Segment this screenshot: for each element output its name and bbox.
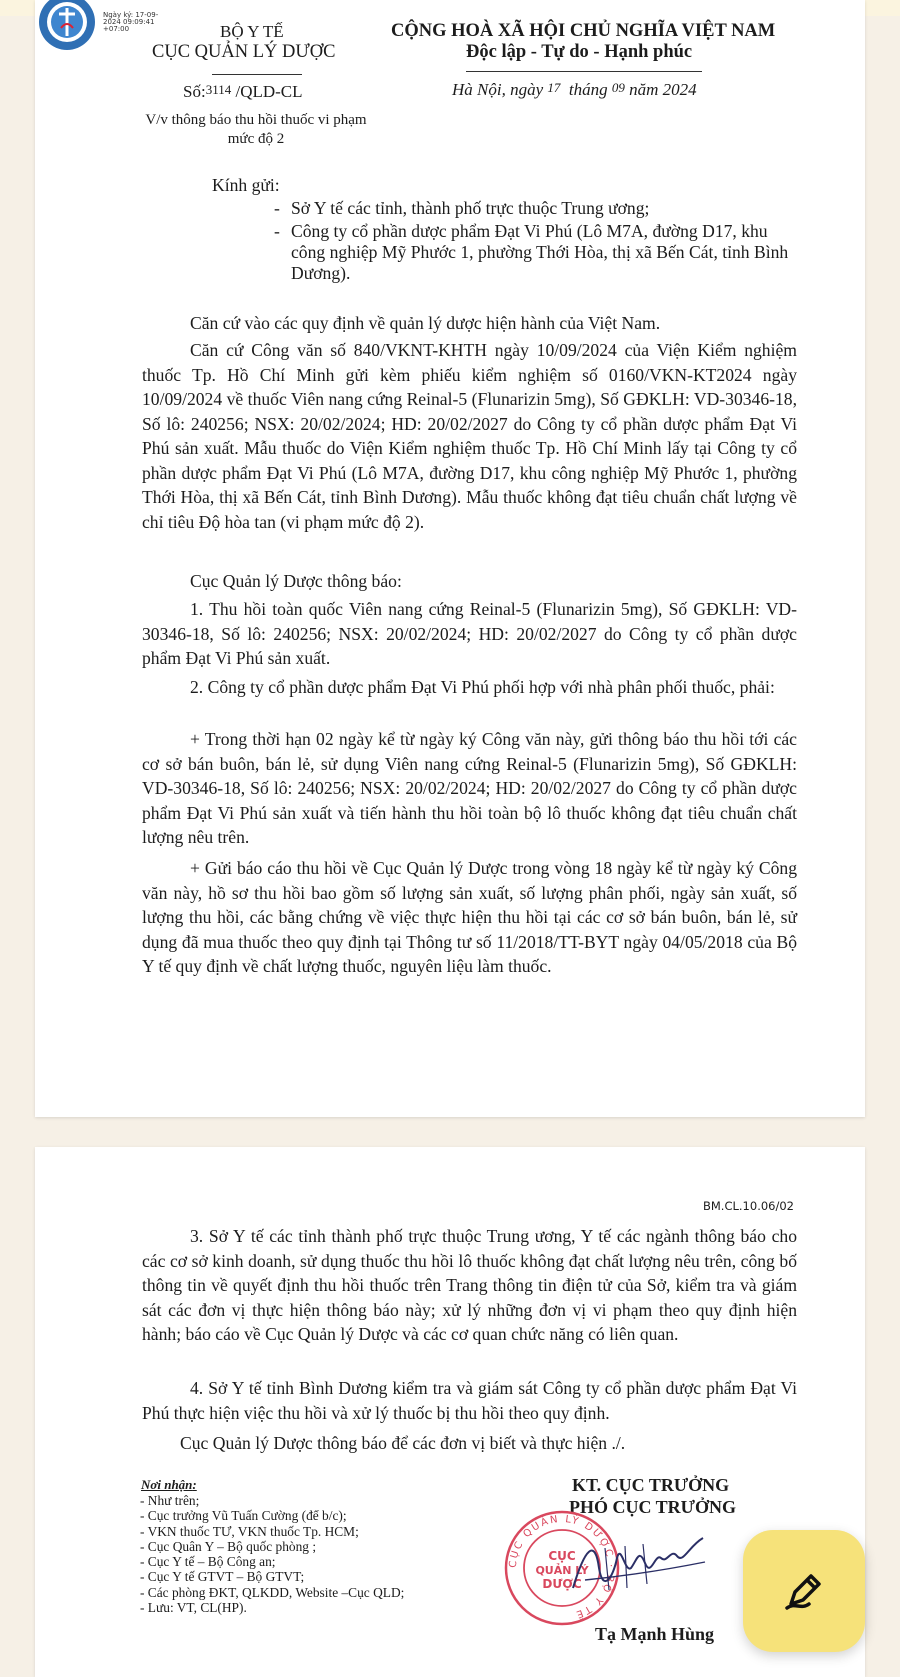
- document-date: [452, 80, 697, 100]
- list-item: - Như trên;: [140, 1493, 200, 1508]
- body-paragraph-1: Căn cứ vào các quy định về quản lý dược hiện hành của Việt Nam.: [190, 313, 661, 333]
- number-value: 3114: [205, 82, 232, 97]
- body-paragraph-3: Cục Quản lý Dược thông báo:: [190, 571, 402, 591]
- recipients-list-title: Nơi nhận:: [141, 1477, 197, 1492]
- signer-title-2: PHÓ CỤC TRƯỞNG: [569, 1497, 737, 1517]
- form-code: BM.CL.10.06/02: [703, 1199, 794, 1213]
- sig-time-line: 2024 09:09:41: [103, 18, 155, 26]
- body-paragraph-8: 3. Sở Y tế các tỉnh thành phố trực thuộc Trung ương, Y tế các ngành thông báo cho các cơ sở kinh doanh, sử dụng thuốc thu hồi lô thuốc không đạt chất lượng nêu trên, công bố thông tin về quyết định thu hồi thuốc trên Trang thông tin điện tử của Sở, kiểm tra và giám sát các đơn vị thực hiện thông báo này; xử lý những đơn vị vi phạm theo quy định hiện hành; báo cáo về Cục Quản lý Dược và các cơ quan chức năng có liên quan.: [142, 1226, 797, 1344]
- body-paragraph-7: + Gửi báo cáo thu hồi về Cục Quản lý Dược trong vòng 18 ngày kể từ ngày ký Công văn này, hồ sơ thu hồi bao gồm số lượng sản xuất, số lượng phân phối, ngày sản xuất, số lượng thu hồi, các bằng chứng về việc thực hiện thu hồi tại các cơ sở bán buôn, bán lẻ, sử dụng đã mua thuốc theo quy định tại Thông tư số 11/2018/TT-BYT ngày 04/05/2018 của Bộ Y tế quy định về chất lượng thuốc, nguyên liệu làm thuốc.: [142, 858, 797, 976]
- list-item: - Cục trưởng Vũ Tuấn Cường (để b/c);: [140, 1508, 347, 1524]
- number-suffix: /QLD-CL: [235, 82, 303, 101]
- nation-title: CỘNG HOÀ XÃ HỘI CHỦ NGHĨA VIỆT NAM: [391, 21, 776, 41]
- recipient-item: - Công ty cổ phần dược phẩm Đạt Vi Phú (Lô M7A, đường D17, khu công nghiệp Mỹ Phước 1, phường Thới Hòa, thị xã Bến Cát, tỉnh Bình Dương).: [274, 221, 789, 283]
- body-paragraph-9: 4. Sở Y tế tỉnh Bình Dương kiểm tra và giám sát Công ty cổ phần dược phẩm Đạt Vi Phú thực hiện việc thu hồi và xử lý thuốc bị thu hồi theo quy định.: [142, 1378, 797, 1423]
- date-month: 09: [611, 80, 625, 95]
- sig-date-line: Ngày ký: 17-09-: [103, 11, 159, 19]
- list-item: - Các phòng ĐKT, QLKDD, Website –Cục QLD;: [140, 1584, 405, 1600]
- handwritten-signature: [565, 1518, 710, 1608]
- body-paragraph-6: + Trong thời hạn 02 ngày kể từ ngày ký Công văn này, gửi thông báo thu hồi tới các cơ sở bán buôn, bán lẻ, sử dụng Viên nang cứng Reinal-5 (Flunarizin 5mg), Số GĐKLH: VD-30346-18, Số lô: 240256; NSX: 20/02/2024; HD: 20/02/2027 do Công ty cổ phần dược phẩm Đạt Vi Phú sản xuất và tiến hành thu hồi toàn bộ lô thuốc không đạt tiêu chuẩn chất lượng nêu trên.: [142, 729, 797, 847]
- list-item: - Cục Y tế – Bộ Công an;: [140, 1554, 276, 1570]
- sig-tz-line: +07:00: [103, 25, 130, 33]
- date-prefix: Hà Nội, ngày: [452, 80, 544, 99]
- draw-button[interactable]: [743, 1530, 865, 1652]
- recipients-list-title-text: Nơi nhận: [141, 1477, 193, 1492]
- recipients-label: Kính gửi:: [212, 175, 280, 195]
- list-item: - Lưu: VT, CL(HP).: [140, 1600, 247, 1616]
- document-number: [183, 82, 303, 102]
- recipient-text: Công ty cổ phần dược phẩm Đạt Vi Phú (Lô M7A, đường D17, khu công nghiệp Mỹ Phước 1, phường Thới Hòa, thị xã Bến Cát, tỉnh Bình Dương).: [291, 221, 789, 283]
- department-name: CỤC QUẢN LÝ DƯỢC: [152, 42, 336, 62]
- body-paragraph-2: Căn cứ Công văn số 840/VKNT-KHTH ngày 10/09/2024 của Viện Kiểm nghiệm thuốc Tp. Hồ Chí Minh gửi kèm phiếu kiểm nghiệm số 0160/VKN-KT2024 ngày 10/09/2024 về thuốc Viên nang cứng Reinal-5 (Flunarizin 5mg), Số GĐKLH: VD-30346-18, Số lô: 240256; NSX: 20/02/2024; HD: 20/02/2027 do Công ty cổ phần dược phẩm Đạt Vi Phú sản xuất. Mẫu thuốc do Viện Kiểm nghiệm thuốc Tp. Hồ Chí Minh lấy tại Công ty cổ phần dược phẩm Đạt Vi Phú (Lô M7A, đường D17, khu công nghiệp Mỹ Phước 1, phường Thới Hòa, thị xã Bến Cát, tỉnh Bình Dương). Mẫu thuốc không đạt tiêu chuẩn chất lượng về chỉ tiêu Độ hòa tan (vi phạm mức độ 2).: [142, 340, 797, 532]
- body-paragraph-4: 1. Thu hồi toàn quốc Viên nang cứng Reinal-5 (Flunarizin 5mg), Số GĐKLH: VD-30346-18, Số lô: 240256; NSX: 20/02/2024; HD: 20/02/2027 do Công ty cổ phần dược phẩm Đạt Vi Phú sản xuất.: [142, 599, 797, 668]
- body-paragraph-10: Cục Quản lý Dược thông báo để các đơn vị biết và thực hiện ./.: [180, 1433, 626, 1453]
- list-item: - Cục Y tế GTVT – Bộ GTVT;: [140, 1569, 305, 1585]
- digital-signature-meta: [103, 12, 158, 33]
- recipient-item: - Sở Y tế các tỉnh, thành phố trực thuộc Trung ương;: [274, 198, 650, 218]
- number-prefix: Số:: [183, 82, 206, 101]
- recipient-text: Sở Y tế các tỉnh, thành phố trực thuộc Trung ương;: [291, 198, 650, 218]
- header-right-rule: [466, 71, 702, 72]
- document-subject: V/v thông báo thu hồi thuốc vi phạm mức độ 2: [145, 112, 367, 147]
- stamp-ring-text: CỤC QUẢN LÝ DƯỢC · BỘ Y TẾ: [507, 1513, 617, 1621]
- header-left-rule: [212, 74, 302, 75]
- signer-title-1: KT. CỤC TRƯỞNG: [572, 1475, 730, 1495]
- date-year: năm 2024: [629, 80, 697, 99]
- recipients-list: [140, 1493, 404, 1615]
- ministry-logo-icon: [37, 0, 97, 52]
- list-item: - Cục Quân Y – Bộ quốc phòng ;: [140, 1538, 317, 1554]
- date-month-label: tháng: [568, 80, 608, 99]
- stamp-center-2: QUẢN LÝ: [535, 1564, 589, 1577]
- date-day: 17: [547, 80, 561, 95]
- nation-motto: Độc lập - Tự do - Hạnh phúc: [466, 42, 693, 62]
- body-paragraph-5: 2. Công ty cổ phần dược phẩm Đạt Vi Phú phối hợp với nhà phân phối thuốc, phải:: [190, 677, 775, 697]
- signer-name: Tạ Mạnh Hùng: [595, 1624, 715, 1644]
- stamp-center-1: CỤC: [548, 1549, 576, 1563]
- ministry-name: BỘ Y TẾ: [220, 22, 284, 41]
- list-item: - VKN thuốc TƯ, VKN thuốc Tp. HCM;: [140, 1523, 359, 1539]
- stamp-center-3: DƯỢC: [542, 1577, 582, 1591]
- draw-pencil-icon: [781, 1568, 827, 1614]
